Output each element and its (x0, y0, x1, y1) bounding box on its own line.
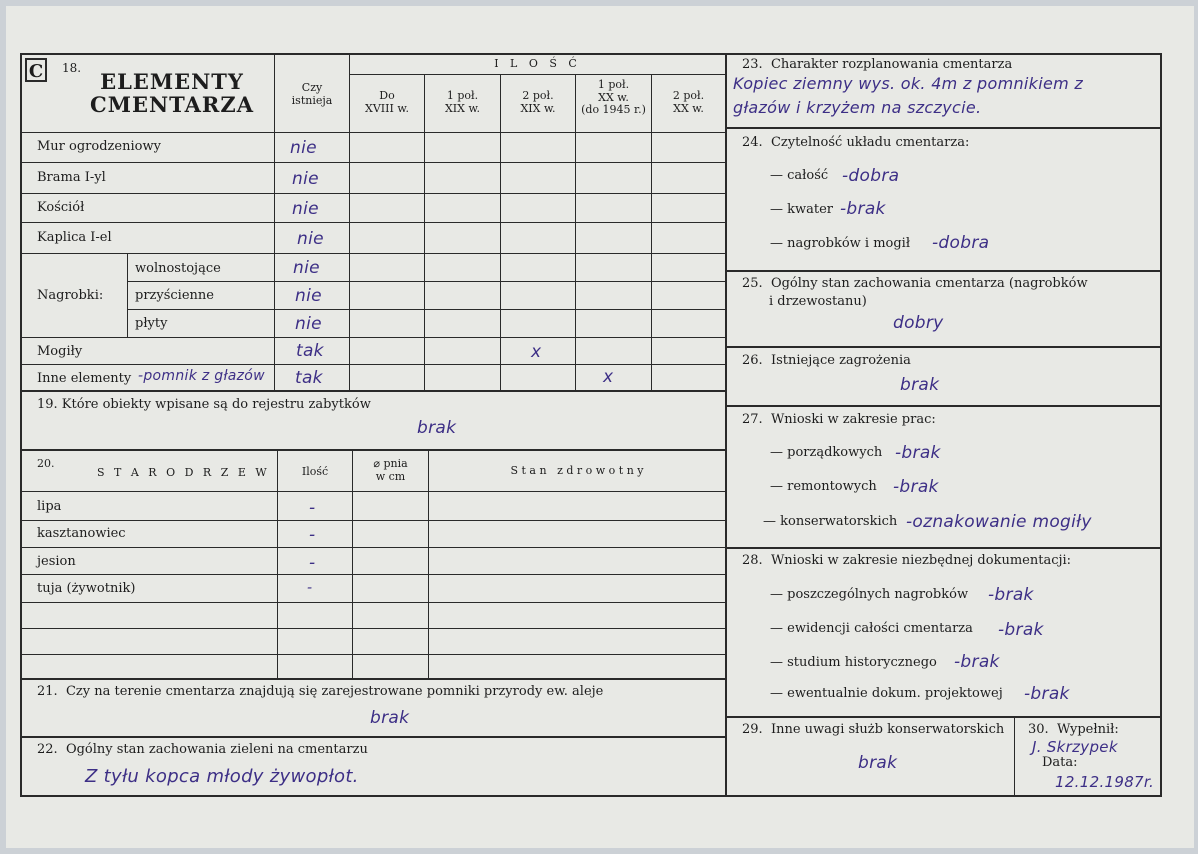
row-mur-label: Mur ogrodzeniowy (37, 139, 161, 154)
period-header-3: 2 poł. XIX w. (520, 89, 556, 115)
s23-value-line2: głazów i krzyżem na szczycie. (733, 98, 982, 117)
s27-item-3-label: — konserwatorskich (763, 514, 898, 529)
s21-value: brak (370, 708, 410, 728)
s22-label: 22. Ogólny stan zachowania zieleni na cmentarzu (37, 742, 368, 757)
inne-mark: x (603, 367, 614, 387)
row-mogily-label: Mogiły (37, 344, 83, 359)
s24-item-2-value: -brak (840, 199, 886, 219)
s19-value: brak (417, 418, 457, 438)
mogily-value: tak (296, 341, 324, 361)
period-header-1: Do XVIII w. (365, 89, 409, 115)
s28-item-1-value: -brak (988, 585, 1034, 605)
plyty-value: nie (295, 314, 322, 334)
s27-item-3-value: -oznakowanie mogiły (906, 512, 1092, 532)
s20-stan-header: S t a n z d r o w o t n y (510, 464, 644, 477)
s24-item-3-label: — nagrobków i mogił (770, 236, 911, 251)
s20-title: S T A R O D R Z E W (97, 466, 270, 479)
s18-number: 18. (62, 61, 82, 75)
card-letter-box: C (25, 58, 47, 82)
period-header-4: 1 poł. XX w. (do 1945 r.) (581, 78, 646, 117)
s28-item-2-label: — ewidencji całości cmentarza (770, 621, 973, 636)
s23-value-line1: Kopiec ziemny wys. ok. 4m z pomnikiem z (733, 74, 1084, 93)
brama-value: nie (292, 169, 319, 189)
tree-name-1: lipa (37, 499, 62, 514)
ilosc-header: I L O Ś Ć (494, 57, 581, 70)
s27-item-1-label: — porządkowych (770, 445, 883, 460)
period-header-2: 1 poł. XIX w. (444, 89, 481, 115)
s29-label: 29. Inne uwagi służb konserwatorskich (742, 722, 1005, 737)
s25-label-line2: i drzewostanu) (769, 294, 867, 309)
wolnostojace-value: nie (293, 258, 320, 278)
s18-title (72, 70, 272, 116)
row-brama-label: Brama I-yl (37, 170, 106, 185)
s30-label: 30. Wypełnił: (1028, 722, 1119, 737)
s19-label: 19. Które obiekty wpisane są do rejestru zabytków (37, 397, 371, 412)
s26-value: brak (900, 375, 940, 395)
kosciol-value: nie (292, 199, 319, 219)
row-przyscienne-label: przyścienne (135, 288, 214, 303)
inne-value: tak (295, 368, 323, 388)
s18-title-line2: CMENTARZA (89, 92, 254, 118)
s22-value: Z tyłu kopca młody żywopłot. (85, 766, 359, 787)
tree-name-3: jesion (37, 554, 76, 569)
s18-title-line1: ELEMENTY (100, 69, 244, 94)
row-inne-label: Inne elementy (37, 371, 132, 386)
s28-item-2-value: -brak (998, 620, 1044, 640)
s28-item-1-label: — poszczególnych nagrobków (770, 587, 969, 602)
row-wolnostojace-label: wolnostojące (135, 261, 221, 276)
s20-pnia-header: ⌀ pnia w cm (373, 457, 408, 483)
s20-ilosc-header: Ilość (301, 465, 329, 478)
s29-value: brak (858, 753, 898, 773)
s28-item-3-value: -brak (954, 652, 1000, 672)
row-kaplica-label: Kaplica I-el (37, 230, 112, 245)
tree-ilosc-2: - (309, 525, 316, 545)
przyscienne-value: nie (295, 286, 322, 306)
s21-label: 21. Czy na terenie cmentarza znajdują się zarejestrowane pomniki przyrody ew. aleje (37, 684, 604, 699)
kaplica-value: nie (297, 229, 324, 249)
s30-date: 12.12.1987r. (1055, 773, 1155, 791)
s27-item-1-value: -brak (895, 443, 941, 463)
row-plyty-label: płyty (135, 316, 168, 331)
s24-label: 24. Czytelność układu cmentarza: (742, 135, 970, 150)
s24-item-3-value: -dobra (932, 233, 990, 253)
s27-item-2-value: -brak (893, 477, 939, 497)
row-inne-handwritten: -pomnik z głazów (138, 368, 265, 384)
s24-item-1-label: — całość (770, 168, 829, 183)
tree-ilosc-4: - (307, 580, 313, 596)
s24-item-1-value: -dobra (842, 166, 900, 186)
tree-ilosc-1: - (309, 498, 316, 518)
tree-name-2: kasztanowiec (37, 526, 126, 541)
s28-label: 28. Wnioski w zakresie niezbędnej dokumentacji: (742, 553, 1072, 568)
s27-label: 27. Wnioski w zakresie prac: (742, 412, 936, 427)
s25-value: dobry (893, 313, 944, 333)
s24-item-2-label: — kwater (770, 202, 834, 217)
czy-istnieje-header: Czy istnieja (291, 81, 333, 107)
s23-label: 23. Charakter rozplanowania cmentarza (742, 57, 1013, 72)
s25-label-line1: 25. Ogólny stan zachowania cmentarza (nagrobków (742, 276, 1088, 291)
mogily-mark: x (531, 342, 542, 362)
s27-item-2-label: — remontowych (770, 479, 877, 494)
s26-label: 26. Istniejące zagrożenia (742, 353, 911, 368)
row-nagrobki-label: Nagrobki: (37, 288, 104, 303)
tree-ilosc-3: - (309, 553, 316, 573)
row-kosciol-label: Kościół (37, 200, 85, 215)
period-header-5: 2 poł. XX w. (672, 89, 705, 115)
s30-date-label: Data: (1042, 755, 1078, 770)
s28-item-3-label: — studium historycznego (770, 655, 937, 670)
mur-value: nie (290, 138, 317, 158)
s28-item-4-value: -brak (1024, 684, 1070, 704)
s30-name: J. Skrzypek (1032, 738, 1118, 756)
s20-number: 20. (37, 457, 55, 470)
tree-name-4: tuja (żywotnik) (37, 581, 136, 596)
s28-item-4-label: — ewentualnie dokum. projektowej (770, 686, 1003, 701)
